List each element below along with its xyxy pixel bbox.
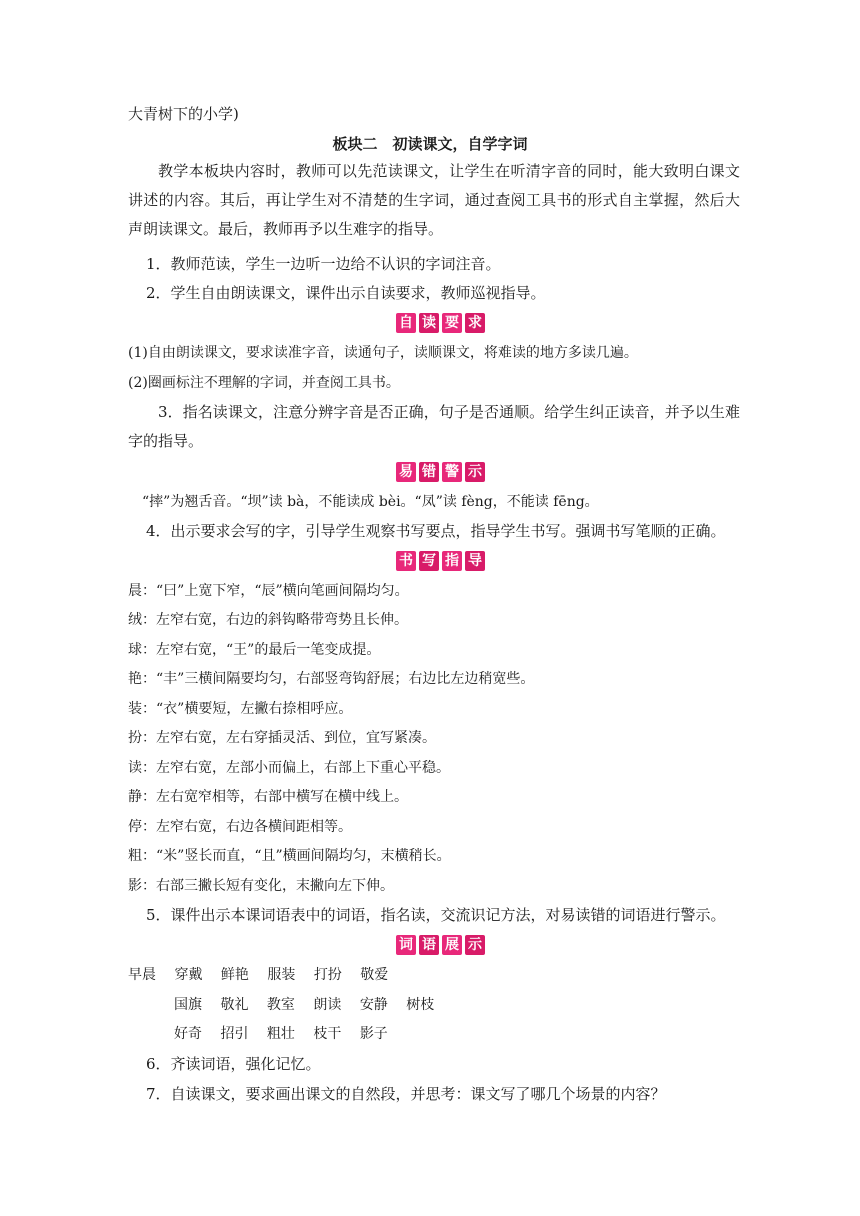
writing-tip: 艳：“丰”三横间隔要均匀，右部竖弯钩舒展；右边比左边稍宽些。 xyxy=(128,671,535,687)
word: 招引 xyxy=(220,1026,249,1042)
badge-char: 语 xyxy=(419,935,439,955)
writing-tip: 影：右部三撇长短有变化，末撇向左下伸。 xyxy=(128,878,394,894)
top-line: 大青树下的小学) xyxy=(128,105,239,123)
step-4: 4．出示要求会写的字，引导学生观察书写要点，指导学生书写。强调书写笔顺的正确。 xyxy=(146,522,726,540)
word: 好奇 xyxy=(174,1026,202,1042)
writing-tip: 晨：“曰”上宽下窄，“辰”横向笔画间隔均匀。 xyxy=(128,583,409,599)
badge-char: 求 xyxy=(465,313,485,333)
step-6: 6．齐读词语，强化记忆。 xyxy=(146,1055,321,1073)
word-row-2 xyxy=(174,995,784,1015)
requirement-2: (2)圈画标注不理解的字词，并查阅工具书。 xyxy=(128,375,400,391)
badge-char: 书 xyxy=(396,551,416,571)
writing-tip: 绒：左窄右宽，右边的斜钩略带弯势且长伸。 xyxy=(128,612,408,628)
badge-char: 示 xyxy=(465,462,485,482)
pronunciation-warning: “摔”为翘舌音。“坝”读 bà，不能读成 bèi。“凤”读 fèng，不能读 fēng。 xyxy=(142,494,599,510)
word: 教室 xyxy=(266,997,295,1013)
step-2: 2．学生自由朗读课文，课件出示自读要求，教师巡视指导。 xyxy=(146,284,546,302)
badge-yicuo-jingshi xyxy=(396,462,485,482)
badge-char: 错 xyxy=(419,462,439,482)
badge-char: 导 xyxy=(465,551,485,571)
writing-tip: 装：“衣”横要短，左撇右捺相呼应。 xyxy=(128,701,353,717)
writing-tip: 停：左窄右宽，右边各横间距相等。 xyxy=(128,819,352,835)
badge-ciyu-zhanshi xyxy=(396,935,485,955)
word: 安静 xyxy=(359,997,388,1013)
step-3: 3．指名读课文，注意分辨字音是否正确，句子是否通顺。给学生纠正读音，并予以生难字的指导。 xyxy=(128,403,740,450)
writing-tip: 扮：左窄右宽，左右穿插灵活、到位，宜写紧凑。 xyxy=(128,730,436,746)
badge-char: 展 xyxy=(442,935,462,955)
word: 穿戴 xyxy=(174,967,203,983)
badge-char: 要 xyxy=(442,313,462,333)
word-row-3 xyxy=(174,1024,784,1044)
writing-tip: 粗：“米”竖长而直，“且”横画间隔均匀，末横稍长。 xyxy=(128,848,451,864)
word: 早晨 xyxy=(128,967,156,983)
word: 国旗 xyxy=(174,997,202,1013)
word: 树枝 xyxy=(406,997,435,1013)
word: 影子 xyxy=(359,1026,388,1042)
badge-char: 自 xyxy=(396,313,416,333)
badge-char: 易 xyxy=(396,462,416,482)
badge-char: 词 xyxy=(396,935,416,955)
requirement-1: (1)自由朗读课文，要求读准字音，读通句子，读顺课文，将难读的地方多读几遍。 xyxy=(128,345,638,361)
badge-char: 读 xyxy=(419,313,439,333)
badge-char: 示 xyxy=(465,935,485,955)
badge-char: 指 xyxy=(442,551,462,571)
word: 打扮 xyxy=(313,967,342,983)
section-title: 板块二 初读课文，自学字词 xyxy=(332,135,528,153)
word: 鲜艳 xyxy=(220,967,249,983)
writing-tip: 静：左右宽窄相等，右部中横写在横中线上。 xyxy=(128,789,408,805)
step-5: 5．课件出示本课词语表中的词语，指名读，交流识记方法，对易读错的词语进行警示。 xyxy=(146,906,726,924)
word-row-1 xyxy=(128,965,738,985)
word: 服装 xyxy=(267,967,296,983)
word: 朗读 xyxy=(313,997,342,1013)
intro-paragraph: 教学本板块内容时，教师可以先范读课文，让学生在听清字音的同时，能大致明白课文讲述的内容。其后，再让学生对不清楚的生字词，通过查阅工具书的形式自主掌握，然后大声朗读课文。最后，教师再予以生难字的指导。 xyxy=(128,162,740,238)
word: 敬礼 xyxy=(220,997,249,1013)
badge-shuxie-zhidao xyxy=(396,551,485,571)
badge-char: 写 xyxy=(419,551,439,571)
writing-tip: 读：左窄右宽，左部小而偏上，右部上下重心平稳。 xyxy=(128,760,450,776)
step-7: 7．自读课文，要求画出课文的自然段，并思考：课文写了哪几个场景的内容？ xyxy=(146,1085,666,1103)
badge-char: 警 xyxy=(442,462,462,482)
word: 粗壮 xyxy=(266,1026,295,1042)
word: 敬爱 xyxy=(360,967,389,983)
writing-tip: 球：左窄右宽，“王”的最后一笔变成提。 xyxy=(128,642,381,658)
step-1: 1．教师范读，学生一边听一边给不认识的字词注音。 xyxy=(146,255,501,273)
word: 枝干 xyxy=(313,1026,342,1042)
badge-zidu-yaoqiu xyxy=(396,313,485,333)
